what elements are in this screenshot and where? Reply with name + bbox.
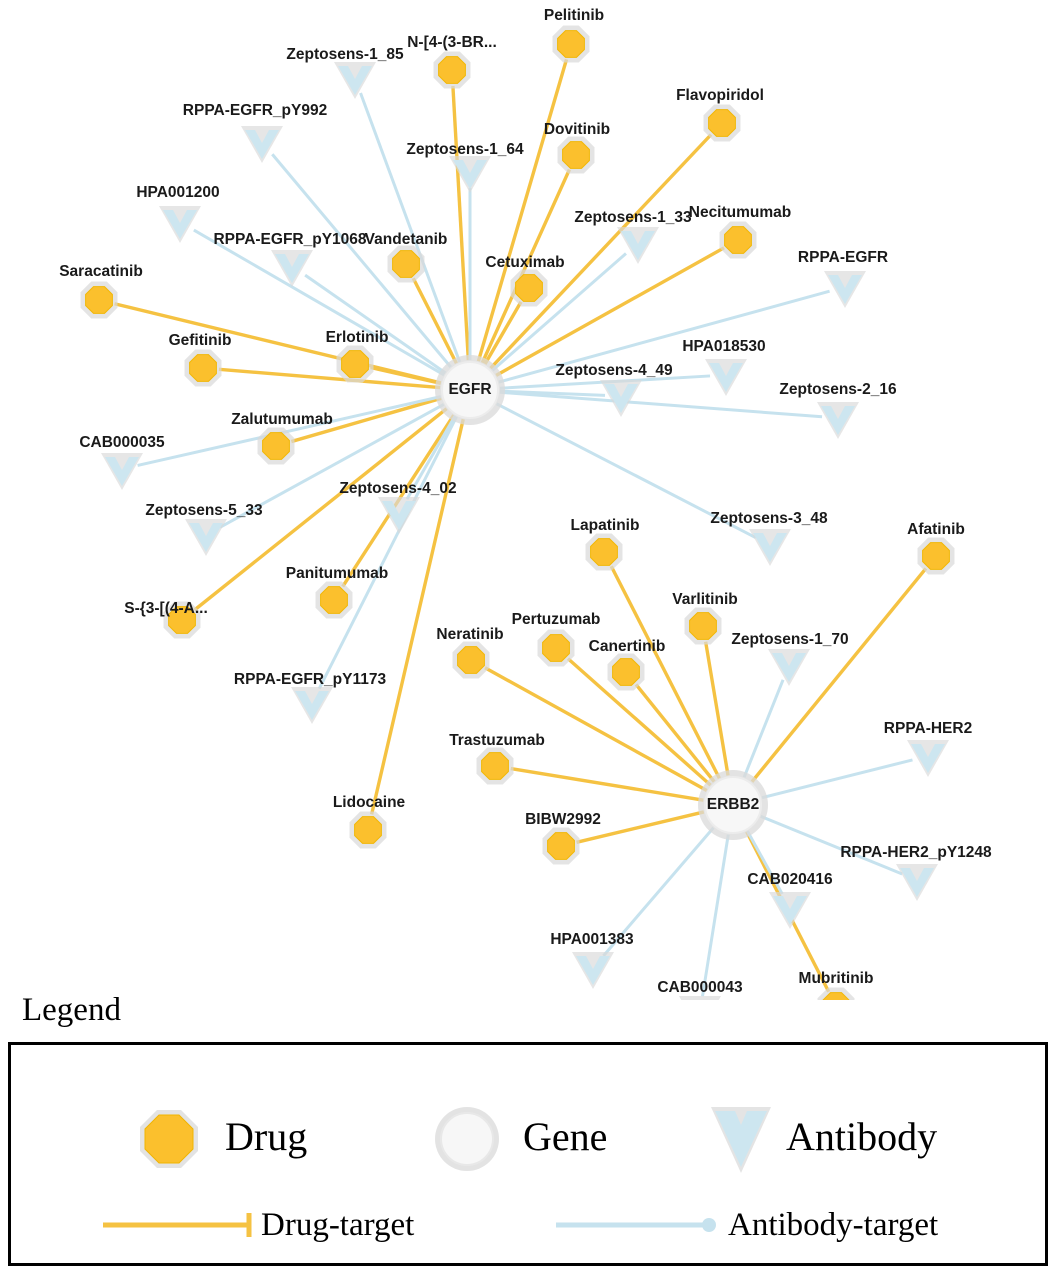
drug-label: Neratinib [436, 626, 504, 643]
edge-antibody-target [744, 680, 783, 777]
drug-octagon[interactable] [393, 251, 420, 278]
drug-node[interactable] [818, 988, 855, 1001]
drug-node[interactable] [453, 642, 490, 679]
antibody-label: RPPA-EGFR_pY1173 [233, 671, 387, 688]
edge-drug-target [219, 369, 440, 387]
drug-node[interactable] [608, 654, 645, 691]
drug-node[interactable] [258, 428, 295, 465]
antibody-node[interactable] [705, 359, 747, 396]
antibody-node[interactable] [749, 529, 791, 566]
antibody-label: Zeptosens-1_85 [286, 46, 404, 63]
legend-drug-icon [140, 1110, 198, 1168]
legend-label-antibody: Antibody [786, 1114, 938, 1159]
antibody-node[interactable] [817, 402, 859, 439]
antibody-node[interactable] [769, 892, 811, 929]
drug-octagon[interactable] [482, 753, 509, 780]
edge-antibody-target [497, 404, 756, 538]
drug-node[interactable] [434, 52, 471, 89]
drug-node[interactable] [553, 26, 590, 63]
drug-label: Gefitinib [168, 332, 232, 349]
drug-label: S-{3-[(4-A... [124, 600, 208, 617]
legend-antibody-target-edge [556, 1218, 716, 1232]
antibody-label: CAB000035 [79, 434, 165, 451]
drug-octagon[interactable] [516, 275, 543, 302]
antibody-node[interactable] [824, 271, 866, 308]
antibody-node[interactable] [378, 497, 420, 534]
edge-antibody-target [762, 760, 912, 798]
drug-octagon[interactable] [709, 110, 736, 137]
drug-node[interactable] [543, 828, 580, 865]
drug-node[interactable] [558, 137, 595, 174]
antibody-node[interactable] [449, 156, 491, 193]
antibody-label: RPPA-HER2_pY1248 [840, 844, 992, 861]
antibody-label: Zeptosens-2_16 [779, 381, 897, 398]
drug-octagon[interactable] [548, 833, 575, 860]
drug-label: Pertuzumab [511, 611, 601, 628]
antibody-label: Zeptosens-4_02 [339, 480, 457, 497]
antibody-label: HPA018530 [682, 338, 766, 355]
legend-box [8, 1042, 1048, 1266]
drug-node[interactable] [81, 282, 118, 319]
gene-label-egfr[interactable]: EGFR [448, 381, 492, 398]
antibody-node[interactable] [185, 519, 227, 556]
legend-label-antibody-target: Antibody-target [728, 1207, 939, 1243]
node-halo [679, 996, 721, 1000]
legend-antibody-icon [711, 1107, 771, 1173]
drug-node[interactable] [185, 350, 222, 387]
drug-node[interactable] [720, 222, 757, 259]
drug-label: Mubritinib [798, 970, 874, 987]
edge-drug-target [291, 398, 441, 441]
drug-octagon[interactable] [439, 57, 466, 84]
drug-label: Afatinib [907, 521, 965, 538]
antibody-node[interactable] [907, 740, 949, 777]
drug-label: Canertinib [588, 638, 666, 655]
drug-node[interactable] [685, 608, 722, 645]
drug-node[interactable] [164, 602, 201, 639]
edge-antibody-target [748, 831, 783, 894]
drug-octagon[interactable] [725, 227, 752, 254]
drug-label: Varlitinib [672, 591, 738, 608]
antibody-node[interactable] [291, 687, 333, 724]
drug-label: Necitumumab [688, 204, 792, 221]
drug-label: Pelitinib [543, 7, 605, 24]
edges-layer [115, 59, 926, 996]
antibody-label: RPPA-EGFR_pY992 [182, 102, 328, 119]
drug-label: BIBW2992 [525, 811, 601, 828]
edge-antibody-target [603, 828, 713, 956]
edge-drug-target [752, 568, 926, 781]
drug-node[interactable] [350, 812, 387, 849]
drug-node[interactable] [511, 270, 548, 307]
edge-drug-target [636, 684, 714, 781]
drug-label: Erlotinib [325, 329, 389, 346]
drug-octagon[interactable] [458, 647, 485, 674]
antibody-label: Zeptosens-1_64 [406, 141, 524, 158]
drug-label: Flavopiridol [676, 87, 764, 104]
antibody-label: RPPA-EGFR [797, 249, 889, 266]
edge-antibody-target [500, 392, 822, 417]
antibody-label: Zeptosens-3_48 [710, 510, 828, 527]
drug-octagon[interactable] [591, 539, 618, 566]
drug-label: N-[4-(3-BR... [407, 34, 497, 51]
antibody-node[interactable] [600, 380, 642, 417]
drug-node[interactable] [316, 582, 353, 619]
antibody-label: CAB000043 [657, 979, 743, 996]
antibody-label: Zeptosens-1_70 [731, 631, 849, 648]
drug-label: Cetuximab [485, 254, 565, 271]
drug-octagon[interactable] [169, 607, 196, 634]
drug-label: Dovitinib [543, 121, 611, 138]
edge-antibody-target [761, 816, 902, 874]
drug-node[interactable] [337, 346, 374, 383]
antibody-label: RPPA-EGFR_pY1068 [213, 231, 367, 248]
antibody-label: Zeptosens-1_33 [574, 209, 692, 226]
drug-octagon[interactable] [321, 587, 348, 614]
edge-antibody-target [703, 835, 729, 997]
edge-antibody-target [305, 275, 445, 373]
drug-octagon[interactable] [613, 659, 640, 686]
drug-node[interactable] [538, 630, 575, 667]
antibody-label: Zeptosens-5_33 [145, 502, 263, 519]
antibody-node[interactable] [101, 453, 143, 490]
drug-octagon[interactable] [690, 613, 717, 640]
legend-title: Legend [22, 992, 121, 1028]
drug-label: Lidocaine [332, 794, 406, 811]
legend-label-drug-target: Drug-target [261, 1207, 415, 1243]
legend-label-drug: Drug [225, 1114, 308, 1159]
nodes-layer [81, 26, 955, 1001]
legend-gene-icon [435, 1107, 499, 1171]
drug-octagon[interactable] [563, 142, 590, 169]
drug-octagon[interactable] [263, 433, 290, 460]
drug-octagon[interactable] [190, 355, 217, 382]
antibody-node[interactable] [896, 864, 938, 901]
drug-octagon[interactable] [342, 351, 369, 378]
gene-label-erbb2[interactable]: ERBB2 [706, 796, 760, 813]
drug-label: Trastuzumab [449, 732, 545, 749]
antibody-label: HPA001383 [550, 931, 634, 948]
antibody-node[interactable] [617, 227, 659, 264]
drug-label: Vandetanib [364, 231, 448, 248]
antibody-node[interactable] [271, 250, 313, 287]
legend-drug-target-edge [103, 1213, 250, 1237]
drug-octagon[interactable] [558, 31, 585, 58]
drug-label: Panitumumab [285, 565, 389, 582]
drug-octagon[interactable] [355, 817, 382, 844]
drug-label: Saracatinib [59, 263, 143, 280]
antibody-node[interactable] [679, 996, 721, 1000]
drug-node[interactable] [704, 105, 741, 142]
edge-antibody-target [361, 93, 460, 362]
drug-octagon[interactable] [86, 287, 113, 314]
antibody-node[interactable] [334, 62, 376, 99]
drug-octagon[interactable] [923, 543, 950, 570]
drug-label: Lapatinib [570, 517, 640, 534]
drug-node[interactable] [918, 538, 955, 575]
edge-drug-target [453, 86, 468, 360]
drug-node[interactable] [477, 748, 514, 785]
drug-node[interactable] [586, 534, 623, 571]
drug-label: Zalutumumab [231, 411, 333, 428]
legend-label-gene: Gene [523, 1114, 608, 1159]
antibody-label: HPA001200 [136, 184, 220, 201]
edge-drug-target [577, 812, 704, 842]
antibody-node[interactable] [159, 206, 201, 243]
antibody-node[interactable] [768, 649, 810, 686]
drug-node[interactable] [388, 246, 425, 283]
antibody-label: RPPA-HER2 [883, 720, 973, 737]
drug-octagon[interactable] [543, 635, 570, 662]
antibody-label: CAB020416 [747, 871, 833, 888]
antibody-label: Zeptosens-4_49 [555, 362, 673, 379]
antibody-node[interactable] [572, 952, 614, 989]
